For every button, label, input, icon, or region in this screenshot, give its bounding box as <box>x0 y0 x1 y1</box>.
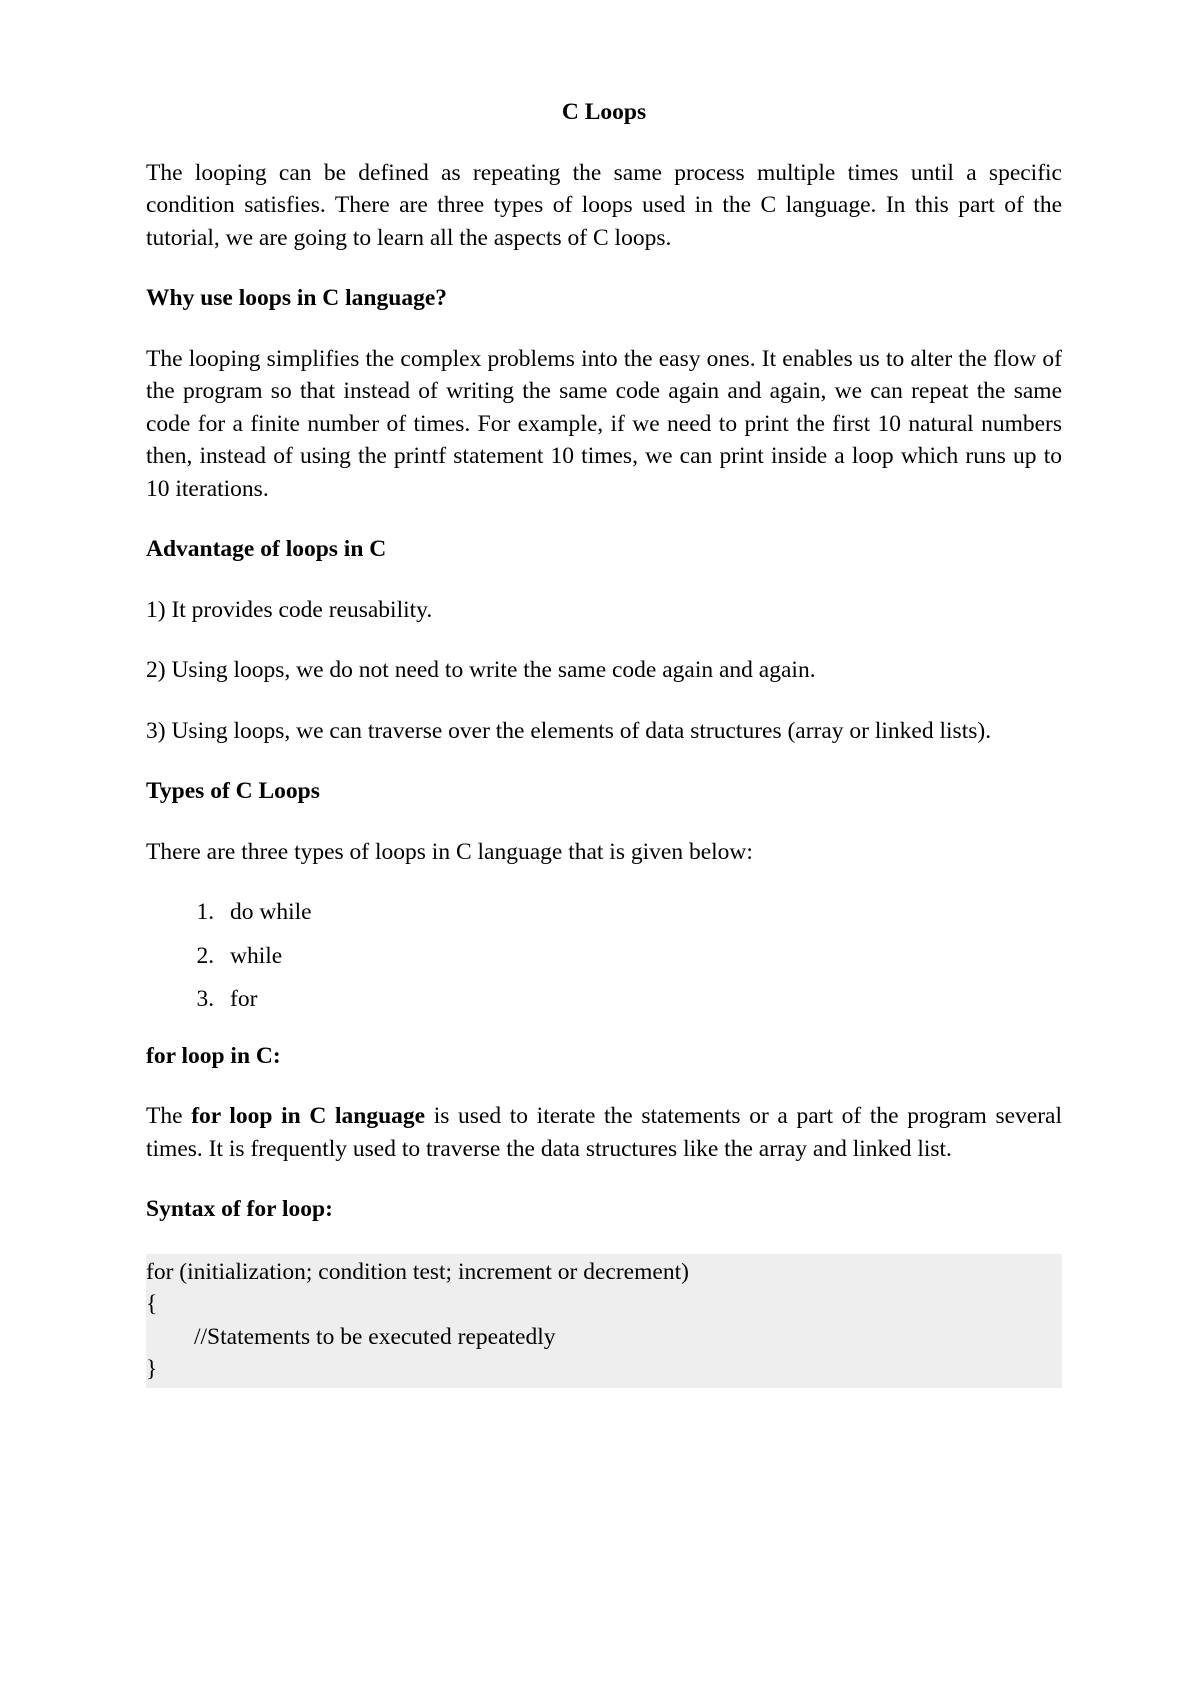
for-text-suffix: is used to iterate the statements or a part of the program several times. It is frequently used to traverse the data structures like the array and linked list. <box>146 1103 1062 1162</box>
page-title: C Loops <box>561 99 647 125</box>
advantage-item-3: 3) Using loops, we can traverse over the elements of data structures (array or linked lists). <box>146 717 992 744</box>
why-heading: Why use loops in C language? <box>146 285 448 311</box>
types-heading: Types of C Loops <box>146 778 320 804</box>
list-item: 2. while <box>220 940 1062 973</box>
for-loop-paragraph <box>146 1100 1062 1165</box>
syntax-heading: Syntax of for loop: <box>146 1196 333 1222</box>
loop-types-list <box>146 896 1062 1016</box>
code-line: //Statements to be executed repeatedly <box>194 1323 556 1350</box>
intro-paragraph: The looping can be defined as repeating the same process multiple times until a specific condition satisfies. There are three types of loops used in the C language. In this part of the tutorial, we are going to learn all the aspects of C loops. <box>146 159 1062 251</box>
advantage-item-1: 1) It provides code reusability. <box>146 596 433 623</box>
types-intro: There are three types of loops in C language that is given below: <box>146 838 753 865</box>
for-text-prefix: The <box>146 1103 192 1129</box>
for-loop-heading: for loop in C: <box>146 1042 281 1069</box>
advantage-item-2: 2) Using loops, we do not need to write the same code again and again. <box>146 657 816 683</box>
code-line: } <box>146 1356 158 1382</box>
list-item: 3. for <box>220 983 1062 1016</box>
syntax-code-block <box>146 1254 1062 1388</box>
why-paragraph: The looping simplifies the complex problems into the easy ones. It enables us to alter the flow of the program so that instead of writing the same code again and again, we can repeat the same code for a finite number of times. For example, if we need to print the first 10 natural numbers then, instead of using the printf statement 10 times, we can print inside a loop which runs up to 10 iterations. <box>146 345 1062 502</box>
code-line: { <box>146 1291 158 1317</box>
code-line: for (initialization; condition test; increment or decrement) <box>146 1258 689 1285</box>
advantage-heading: Advantage of loops in C <box>146 536 387 562</box>
list-item: 1. do while <box>220 896 1062 929</box>
for-text-bold: for loop in C language <box>191 1103 426 1129</box>
